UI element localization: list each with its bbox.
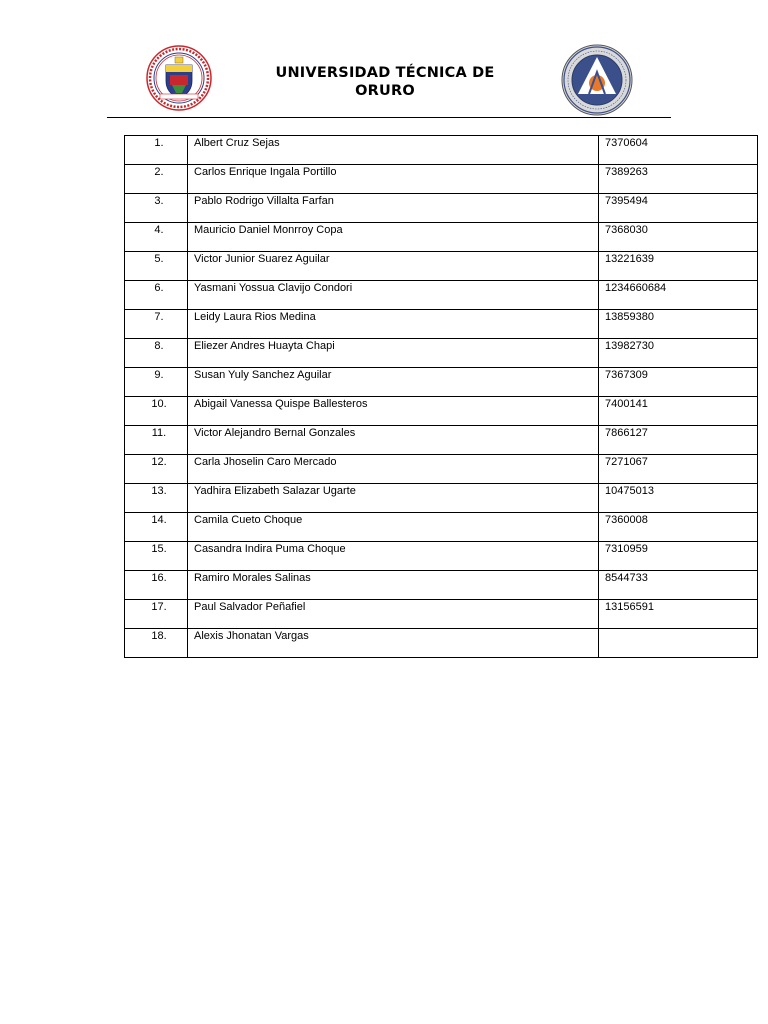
- student-id-cell: [599, 455, 758, 484]
- table-row: [125, 194, 758, 223]
- table-row: [125, 629, 758, 658]
- row-number-cell: [125, 455, 188, 484]
- table-row: [125, 281, 758, 310]
- row-number: 3.: [154, 195, 164, 207]
- student-id: 13221639: [605, 253, 654, 265]
- table-row: [125, 368, 758, 397]
- row-number: 10.: [151, 398, 167, 410]
- row-number-cell: [125, 368, 188, 397]
- table-row: [125, 397, 758, 426]
- row-number-cell: [125, 426, 188, 455]
- row-number-cell: [125, 310, 188, 339]
- row-number-cell: [125, 571, 188, 600]
- student-name: Mauricio Daniel Monrroy Copa: [194, 224, 343, 236]
- row-number: 4.: [154, 224, 164, 236]
- student-id: 7395494: [605, 195, 648, 207]
- row-number-cell: [125, 542, 188, 571]
- student-name: Victor Junior Suarez Aguilar: [194, 253, 330, 265]
- student-id-cell: [599, 339, 758, 368]
- student-name-cell: [188, 368, 599, 397]
- student-name-cell: [188, 194, 599, 223]
- university-seal-icon: [146, 45, 212, 111]
- student-id: 10475013: [605, 485, 654, 497]
- student-name: Yadhira Elizabeth Salazar Ugarte: [194, 485, 356, 497]
- student-name: Camila Cueto Choque: [194, 514, 303, 526]
- student-id: 7367309: [605, 369, 648, 381]
- student-id: 13982730: [605, 340, 654, 352]
- page-title: [255, 64, 515, 100]
- row-number: 7.: [154, 311, 164, 323]
- student-name: Eliezer Andres Huayta Chapi: [194, 340, 335, 352]
- table-row: [125, 339, 758, 368]
- row-number: 11.: [151, 427, 167, 439]
- table-row: [125, 426, 758, 455]
- student-id: 13859380: [605, 311, 654, 323]
- row-number: 6.: [154, 282, 164, 294]
- student-name-cell: [188, 281, 599, 310]
- student-name-cell: [188, 165, 599, 194]
- row-number-cell: [125, 397, 188, 426]
- student-name-cell: [188, 136, 599, 165]
- row-number-cell: [125, 252, 188, 281]
- student-name-cell: [188, 571, 599, 600]
- title-line-2: ORURO: [355, 83, 415, 99]
- row-number: 5.: [154, 253, 164, 265]
- student-name: Albert Cruz Sejas: [194, 137, 280, 149]
- student-id-cell: [599, 571, 758, 600]
- student-id-cell: [599, 165, 758, 194]
- row-number-cell: [125, 136, 188, 165]
- student-name: Carla Jhoselin Caro Mercado: [194, 456, 337, 468]
- student-name-cell: [188, 310, 599, 339]
- student-id-cell: [599, 600, 758, 629]
- header-divider: [107, 117, 671, 118]
- student-id: 7866127: [605, 427, 648, 439]
- row-number: 14.: [151, 514, 167, 526]
- roster-body: [125, 136, 758, 658]
- architecture-faculty-seal-icon: [561, 44, 633, 116]
- student-name-cell: [188, 629, 599, 658]
- student-id-cell: [599, 252, 758, 281]
- student-name-cell: [188, 513, 599, 542]
- table-row: [125, 542, 758, 571]
- student-name-cell: [188, 426, 599, 455]
- table-row: [125, 310, 758, 339]
- student-name: Leidy Laura Rios Medina: [194, 311, 316, 323]
- student-id-cell: [599, 136, 758, 165]
- student-id-cell: [599, 513, 758, 542]
- row-number: 8.: [154, 340, 164, 352]
- student-name-cell: [188, 455, 599, 484]
- student-name-cell: [188, 339, 599, 368]
- student-id-cell: [599, 397, 758, 426]
- student-name-cell: [188, 600, 599, 629]
- row-number-cell: [125, 194, 188, 223]
- student-id: 7389263: [605, 166, 648, 178]
- row-number-cell: [125, 223, 188, 252]
- row-number: 18.: [151, 630, 167, 642]
- student-id: 1234660684: [605, 282, 667, 294]
- row-number: 13.: [151, 485, 167, 497]
- student-name: Casandra Indira Puma Choque: [194, 543, 346, 555]
- student-name: Ramiro Morales Salinas: [194, 572, 311, 584]
- student-id: 8544733: [605, 572, 648, 584]
- student-name: Carlos Enrique Ingala Portillo: [194, 166, 337, 178]
- table-row: [125, 513, 758, 542]
- student-name-cell: [188, 484, 599, 513]
- student-id: 7360008: [605, 514, 648, 526]
- row-number-cell: [125, 165, 188, 194]
- student-id: 7271067: [605, 456, 648, 468]
- student-id-cell: [599, 629, 758, 658]
- row-number-cell: [125, 513, 188, 542]
- table-row: [125, 252, 758, 281]
- row-number: 12.: [151, 456, 167, 468]
- row-number: 1.: [154, 137, 164, 149]
- student-id-cell: [599, 310, 758, 339]
- student-name: Paul Salvador Peñafiel: [194, 601, 306, 613]
- student-id-cell: [599, 484, 758, 513]
- table-row: [125, 223, 758, 252]
- student-id: 13156591: [605, 601, 654, 613]
- title-line-1: UNIVERSIDAD TÉCNICA DE: [275, 65, 495, 81]
- student-name: Susan Yuly Sanchez Aguilar: [194, 369, 332, 381]
- student-id: 7310959: [605, 543, 648, 555]
- student-name: Abigail Vanessa Quispe Ballesteros: [194, 398, 368, 410]
- table-row: [125, 484, 758, 513]
- student-name: Yasmani Yossua Clavijo Condori: [194, 282, 353, 294]
- student-id-cell: [599, 223, 758, 252]
- student-id-cell: [599, 281, 758, 310]
- student-id: 7400141: [605, 398, 648, 410]
- row-number: 2.: [154, 166, 164, 178]
- row-number: 16.: [151, 572, 167, 584]
- student-id: 7368030: [605, 224, 648, 236]
- row-number-cell: [125, 600, 188, 629]
- table-row: [125, 600, 758, 629]
- row-number: 17.: [151, 601, 167, 613]
- student-id: [599, 629, 757, 630]
- student-id-cell: [599, 426, 758, 455]
- student-roster-table: [124, 135, 758, 658]
- student-id-cell: [599, 368, 758, 397]
- student-name-cell: [188, 223, 599, 252]
- table-row: [125, 571, 758, 600]
- table-row: [125, 165, 758, 194]
- row-number-cell: [125, 629, 188, 658]
- student-name-cell: [188, 252, 599, 281]
- row-number: 15.: [151, 543, 167, 555]
- table-row: [125, 455, 758, 484]
- student-id-cell: [599, 194, 758, 223]
- student-name: Pablo Rodrigo Villalta Farfan: [194, 195, 334, 207]
- student-id: 7370604: [605, 137, 648, 149]
- row-number-cell: [125, 281, 188, 310]
- student-name: Alexis Jhonatan Vargas: [194, 630, 309, 642]
- document-header: [0, 0, 768, 120]
- table-row: [125, 136, 758, 165]
- student-id-cell: [599, 542, 758, 571]
- student-name: Victor Alejandro Bernal Gonzales: [194, 427, 356, 439]
- student-name-cell: [188, 397, 599, 426]
- row-number-cell: [125, 339, 188, 368]
- row-number-cell: [125, 484, 188, 513]
- row-number: 9.: [154, 369, 164, 381]
- student-name-cell: [188, 542, 599, 571]
